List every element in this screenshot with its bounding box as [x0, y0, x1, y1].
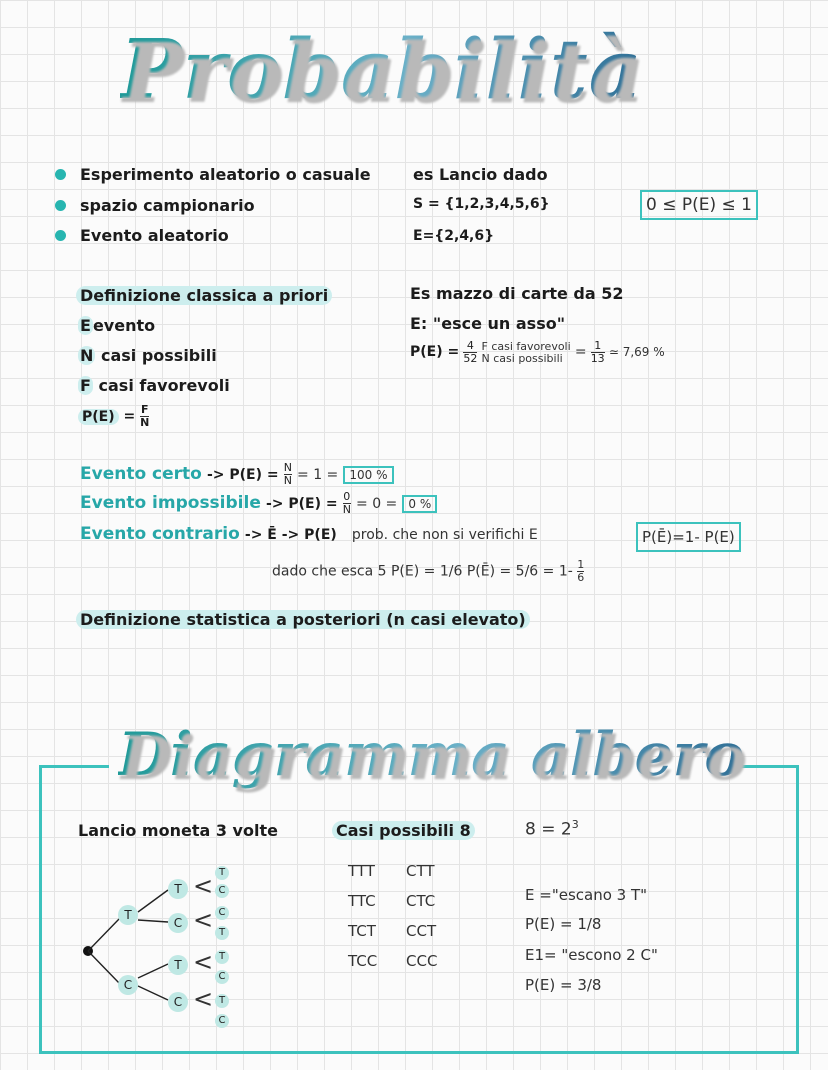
- classic-heading: Definizione classica a priori: [76, 286, 332, 305]
- example-den: 52: [463, 352, 478, 365]
- certo-fraction: [284, 462, 292, 487]
- contr-text: prob. che non si verifichi E: [351, 527, 538, 543]
- frame-top-left: [39, 765, 109, 768]
- classic-f-line: [78, 376, 230, 395]
- bracket-icon: <: [193, 906, 214, 934]
- case: TCC: [348, 952, 378, 970]
- tree-leaf: T: [215, 950, 229, 964]
- imposs-arrow: -> P(E) =: [265, 496, 338, 512]
- case: CCC: [406, 952, 438, 970]
- imposs-fraction: [343, 491, 351, 516]
- imposs-num: 0: [343, 490, 351, 503]
- example-fraction-2: [591, 340, 605, 365]
- cases-col-2: [406, 856, 437, 976]
- case: TCT: [348, 922, 376, 940]
- certo-den: N: [283, 474, 292, 487]
- contrario-formula-box: P(Ē)=1- P(E): [636, 522, 741, 552]
- f-text: casi favorevoli: [98, 376, 230, 395]
- event-prob: P(E) = 1/8: [525, 915, 602, 933]
- probability-range-box: 0 ≤ P(E) ≤ 1: [640, 190, 758, 220]
- tree-title: Diagramma albero: [118, 720, 745, 790]
- evento-contrario-line: [80, 524, 538, 544]
- bullet-icon: [55, 200, 66, 211]
- imposs-label: Evento impossibile: [80, 493, 261, 513]
- certo-num: N: [283, 461, 292, 474]
- pe-eq: =: [123, 408, 136, 425]
- branch: [138, 920, 168, 922]
- dado-fraction: [577, 559, 584, 584]
- tree-node-TT: T: [168, 879, 188, 899]
- bullet-value-1: es Lancio dado: [413, 165, 548, 184]
- event1-prob: P(E) = 3/8: [525, 976, 602, 994]
- cases-col-1: [348, 856, 377, 976]
- dado-num: 1: [577, 558, 585, 571]
- n-letter: N: [80, 346, 94, 365]
- evento-certo-line: [80, 462, 394, 487]
- tree-leaf: C: [215, 906, 229, 920]
- imposs-den: N: [342, 503, 351, 516]
- bullet-label-1: Esperimento aleatorio o casuale: [80, 165, 371, 184]
- contr-arrow: -> Ē -> P(E): [244, 527, 337, 543]
- example-legend: [482, 341, 571, 365]
- bullet-value-3: E={2,4,6}: [413, 228, 495, 244]
- bullet-label-2: spazio campionario: [80, 196, 255, 215]
- n-line: N casi possibili: [481, 351, 563, 365]
- branch: [88, 951, 120, 984]
- n-text: casi possibili: [100, 346, 217, 365]
- bullet-icon: [55, 169, 66, 180]
- case: CCT: [406, 922, 437, 940]
- case: CTC: [406, 892, 436, 910]
- bullet-value-2: S = {1,2,3,4,5,6}: [413, 196, 550, 212]
- bullet-label-3: Evento aleatorio: [80, 226, 229, 245]
- example-num: 4: [463, 340, 477, 353]
- branch: [138, 964, 168, 978]
- tree-node-CC: C: [168, 992, 188, 1012]
- certo-label: Evento certo: [80, 464, 202, 484]
- cases-heading: Casi possibili 8: [332, 821, 475, 840]
- example-event: E: "esce un asso": [410, 314, 566, 333]
- example-pe-label: P(E) =: [410, 344, 460, 360]
- event-def: E ="escano 3 T": [525, 886, 648, 904]
- e-text: evento: [92, 316, 156, 335]
- case: TTT: [348, 862, 375, 880]
- branch: [138, 986, 168, 1000]
- power-line: [525, 818, 579, 840]
- tree-node-CT: T: [168, 955, 188, 975]
- case: CTT: [406, 862, 435, 880]
- tree-leaf: T: [215, 926, 229, 940]
- power-base: 8 = 2: [525, 819, 572, 840]
- pe-num: F: [140, 403, 149, 416]
- tree-leaf: C: [215, 884, 229, 898]
- example-eq: =: [574, 344, 587, 360]
- example-num-2: 1: [591, 340, 605, 353]
- certo-arrow: -> P(E) =: [206, 467, 279, 483]
- tree-node-C: C: [118, 975, 138, 995]
- classic-e-line: [78, 316, 155, 335]
- tree-leaf: T: [215, 866, 229, 880]
- f-line: F casi favorevoli: [481, 339, 571, 353]
- certo-box: 100 %: [343, 466, 393, 484]
- contr-label: Evento contrario: [80, 524, 240, 544]
- example-fraction: [463, 340, 477, 365]
- tree-leaf: T: [215, 994, 229, 1008]
- imposs-box: 0 %: [402, 495, 437, 513]
- bullet-icon: [55, 230, 66, 241]
- pe-label: P(E): [78, 409, 119, 425]
- bracket-icon: <: [193, 985, 214, 1013]
- f-letter: F: [80, 376, 91, 395]
- example-heading: Es mazzo di carte da 52: [410, 284, 624, 303]
- pe-den: N: [140, 416, 150, 429]
- tree-leaf: C: [215, 970, 229, 984]
- event1-def: E1= "escono 2 C": [525, 946, 658, 964]
- pe-fraction: [140, 404, 149, 429]
- example-formula: [410, 340, 665, 365]
- dado-text: dado che esca 5 P(E) = 1/6 P(Ē) = 5/6 = 1-: [272, 563, 573, 580]
- example-approx: ≃ 7,69 %: [608, 345, 665, 359]
- statistic-heading: Definizione statistica a posteriori (n casi elevato): [76, 610, 530, 629]
- evento-impossibile-line: [80, 491, 437, 516]
- e-letter: E: [80, 316, 91, 335]
- tree-node-T: T: [118, 905, 138, 925]
- page-title: Probabilità: [120, 22, 643, 118]
- branch: [88, 918, 120, 951]
- classic-pe-line: [78, 404, 149, 429]
- tree-subtitle: Lancio moneta 3 volte: [78, 821, 278, 840]
- tree-node-TC: C: [168, 913, 188, 933]
- branch: [138, 890, 168, 912]
- classic-n-line: [78, 346, 217, 365]
- example-den-2: 13: [590, 352, 605, 365]
- certo-eq: = 1 =: [297, 467, 339, 483]
- bracket-icon: <: [193, 948, 214, 976]
- dado-line: [272, 559, 584, 584]
- bracket-icon: <: [193, 872, 214, 900]
- power-exp: 3: [571, 818, 579, 831]
- tree-leaf: C: [215, 1014, 229, 1028]
- dado-den: 6: [577, 571, 585, 584]
- case: TTC: [348, 892, 376, 910]
- imposs-eq: = 0 =: [356, 496, 398, 512]
